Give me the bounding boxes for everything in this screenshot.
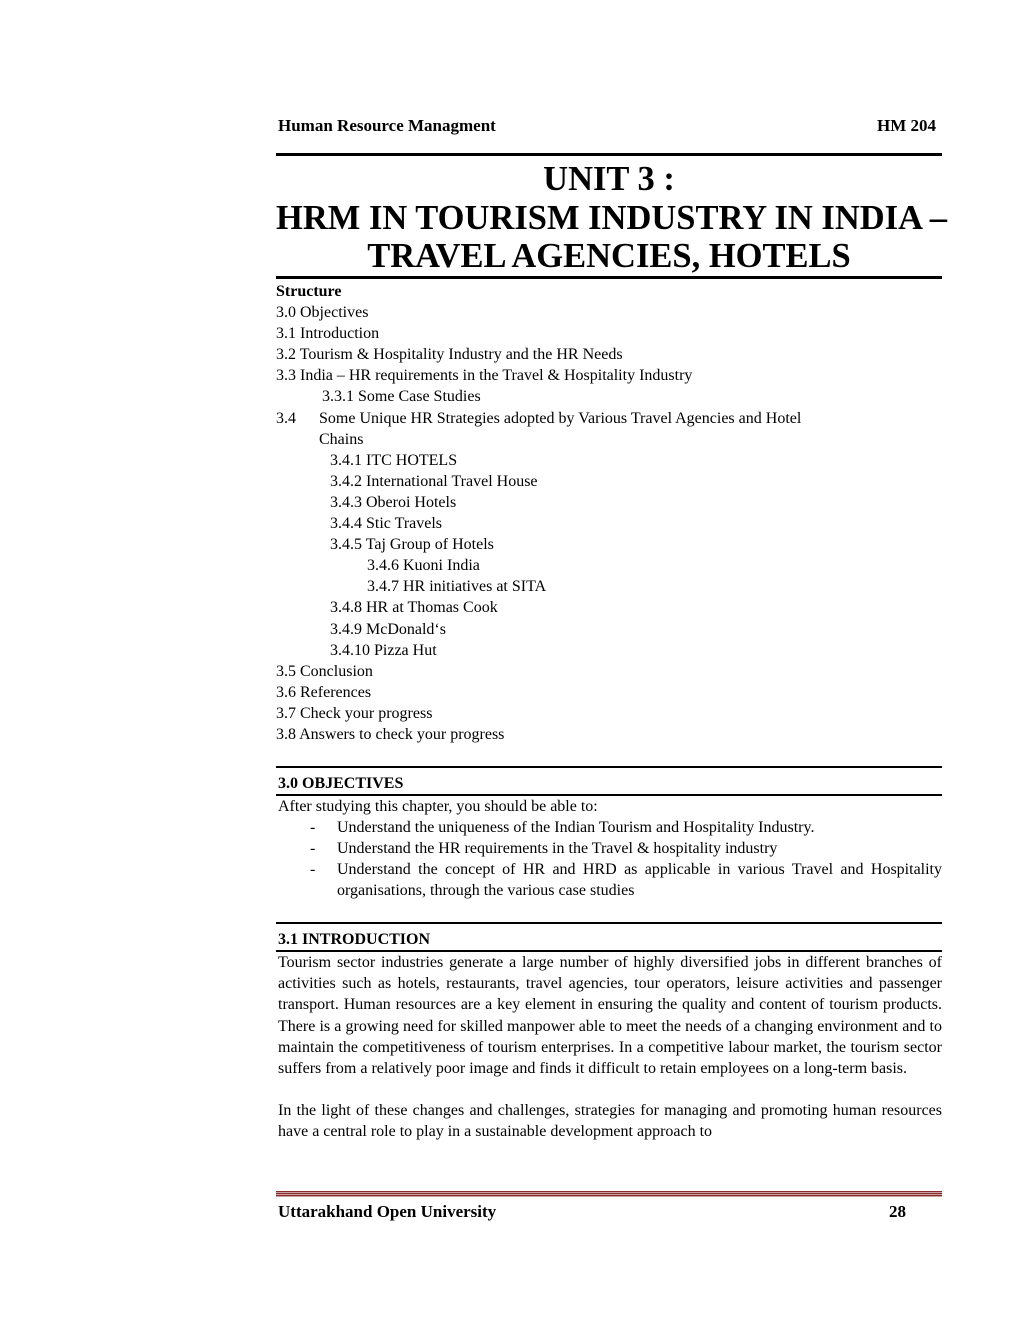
toc-item: 3.4.1 ITC HOTELS [330,451,458,469]
introduction-paragraph-2: In the light of these changes and challenges, strategies for managing and promoting human resources have a central role to play in a sustainable development approach to [278,1102,942,1141]
toc-item: 3.4.8 HR at Thomas Cook [330,599,498,617]
objective-text: Understand the concept of HR and HRD as applicable in various Travel and Hospitality organisations, through the various case studies [337,861,942,899]
objective-text: Understand the HR requirements in the Travel & hospitality industry [337,840,778,857]
toc-item: 3.4.6 Kuoni India [367,557,480,575]
toc-item: 3.0 Objectives [276,304,369,322]
course-code: HM 204 [876,116,936,135]
unit-title-line-1: UNIT 3 : [543,160,675,198]
toc-item: 3.4.7 HR initiatives at SITA [367,578,547,596]
toc-item: 3.4.10 Pizza Hut [330,641,437,659]
toc-item-text: Some Unique HR Strategies adopted by Various Travel Agencies and Hotel [319,409,802,427]
toc-item: 3.1 Introduction [276,325,380,343]
structure-heading: Structure [276,283,342,300]
toc-item: 3.7 Check your progress [276,704,433,722]
bullet-dash: - [310,819,316,836]
unit-title [276,160,947,276]
objectives-section [276,766,942,901]
toc-item: 3.3.1 Some Case Studies [322,388,481,406]
objective-item [276,817,942,838]
section-rule-top [276,922,942,924]
structure-list [276,281,942,745]
toc-item: 3.2 Tourism & Hospitality Industry and the HR Needs [276,346,623,364]
course-title: Human Resource Managment [278,116,496,135]
page-number: 28 [889,1202,906,1221]
unit-title-line-3: TRAVEL AGENCIES, HOTELS [367,237,851,275]
toc-item: 3.4.3 Oberoi Hotels [330,493,457,511]
toc-item: 3.6 References [276,683,372,701]
toc-item-continuation: Chains [319,430,364,448]
header-rule [276,153,942,156]
introduction-section [276,922,942,1143]
unit-title-line-2: HRM IN TOURISM INDUSTRY IN INDIA – [276,198,947,237]
toc-item: 3.5 Conclusion [276,662,373,680]
introduction-paragraph-1: Tourism sector industries generate a large number of highly diversified jobs in different branches of activities such as hotels, restaurants, travel agencies, tour operators, leisure activities and passenger transport. Human resources are a key element in ensuring the quality and content of tourism products. There is a growing need for skilled manpower able to meet the needs of a changing environment and to maintain the competitiveness of tourism enterprises. In a competitive labour market, the tourism sector suffers from a relatively poor image and finds it difficult to retain employees on a long-term basis. [278,954,942,1078]
objective-text: Understand the uniqueness of the Indian Tourism and Hospitality Industry. [337,819,815,836]
objectives-list [276,817,942,901]
objectives-heading: 3.0 OBJECTIVES [278,775,404,792]
running-header [276,116,942,138]
toc-item: 3.4.2 International Travel House [330,472,538,490]
toc-item [276,408,942,429]
introduction-heading: 3.1 INTRODUCTION [278,931,431,948]
section-rule-top [276,766,942,768]
toc-item: 3.4.4 Stic Travels [330,515,443,533]
toc-item: 3.3 India – HR requirements in the Travel & Hospitality Industry [276,367,693,385]
footer-rule [276,1191,942,1197]
objective-item [276,838,942,859]
toc-item: 3.8 Answers to check your progress [276,725,505,743]
toc-item: 3.4.5 Taj Group of Hotels [330,536,494,554]
toc-item-number: 3.4 [276,409,296,427]
objectives-intro: After studying this chapter, you should be able to: [278,798,598,815]
title-rule [276,276,942,279]
bullet-dash: - [310,840,316,857]
bullet-dash: - [310,861,316,878]
university-name: Uttarakhand Open University [278,1202,497,1221]
toc-item: 3.4.9 McDonald‘s [330,620,446,638]
objective-item [276,859,942,901]
